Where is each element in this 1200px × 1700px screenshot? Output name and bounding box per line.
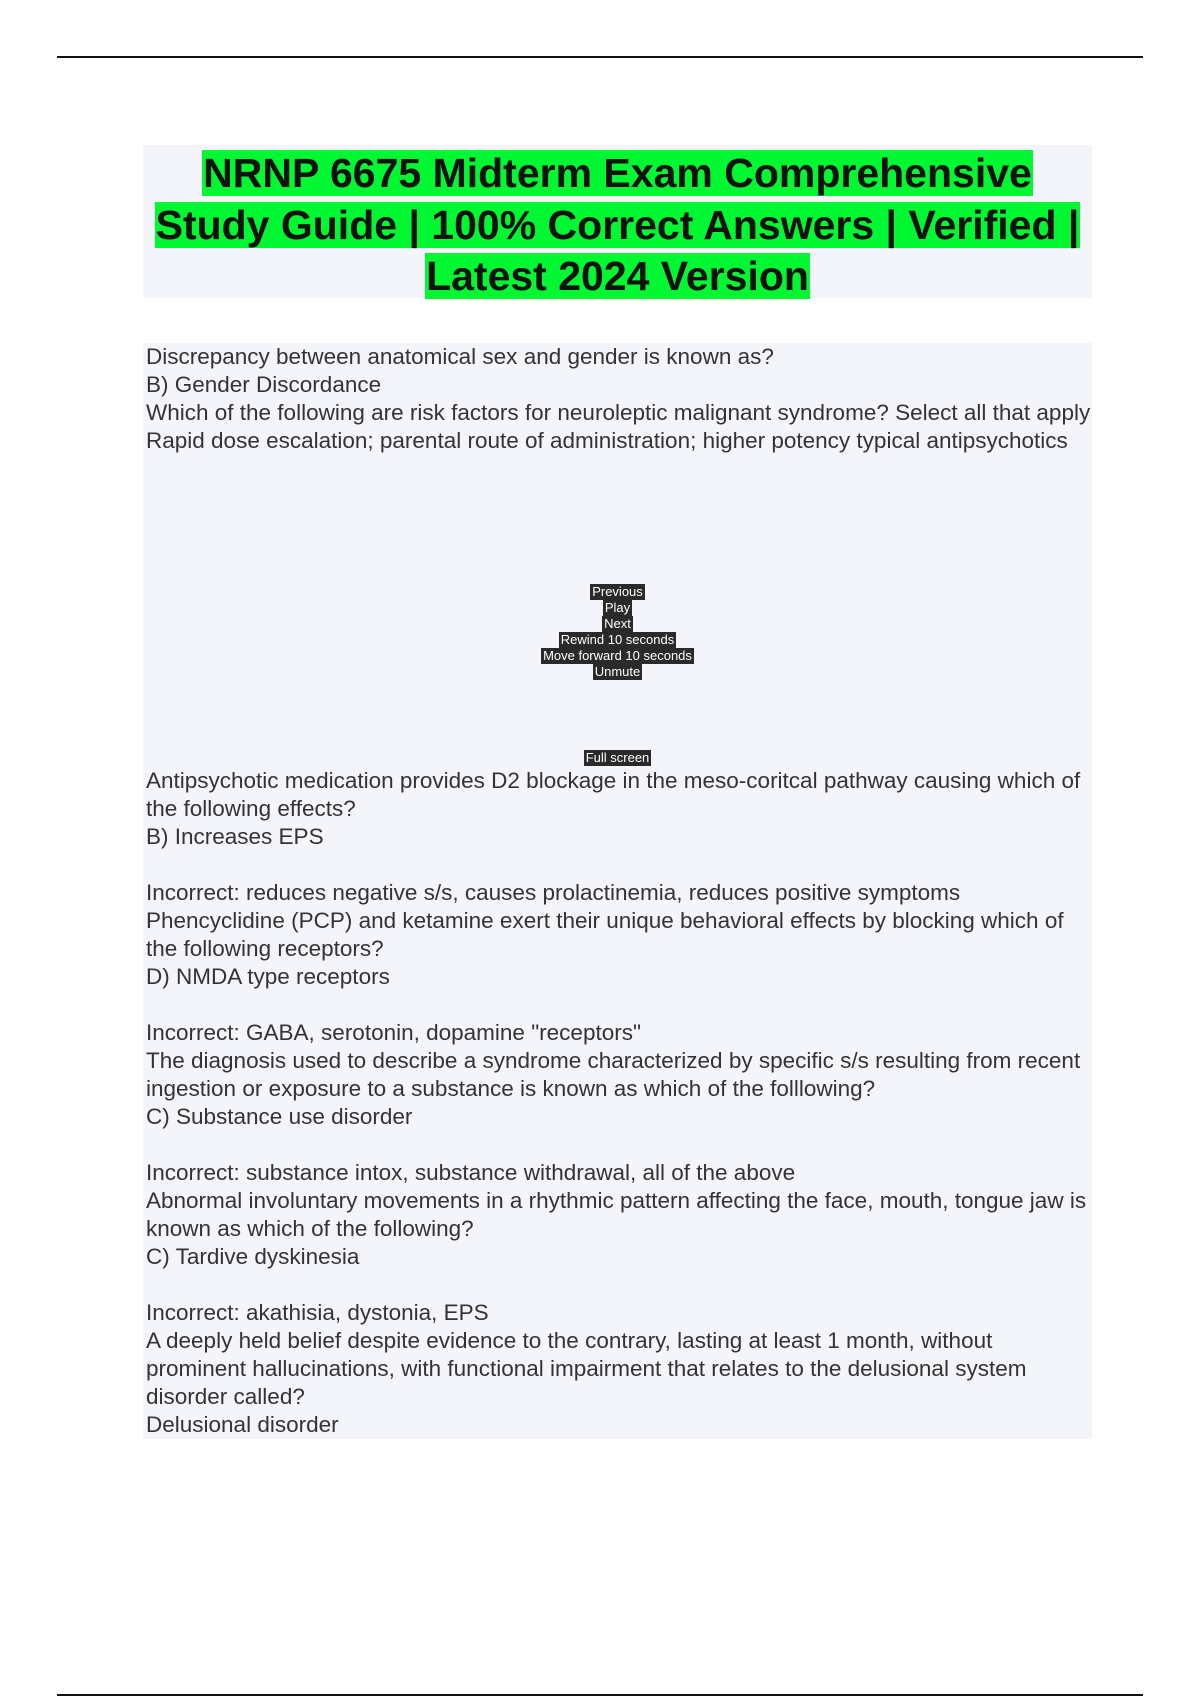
qa-line: A deeply held belief despite evidence to the contrary, lasting at least 1 month, without prominent hallucinations, with functional impairment that relates to the delusional system disorder called? [146, 1328, 1033, 1409]
qa-line: Which of the following are risk factors for neuroleptic malignant syndrome? Select all that apply [146, 400, 1091, 425]
qa-line: Rapid dose escalation; parental route of administration; higher potency typical antipsychotics [146, 428, 1068, 453]
play-button[interactable]: Play [604, 600, 631, 615]
fullscreen-button[interactable]: Full screen [585, 750, 650, 765]
forward-button[interactable]: Move forward 10 seconds [543, 648, 692, 663]
qa-spacer [146, 1131, 1091, 1159]
qa-line: C) Tardive dyskinesia [146, 1244, 360, 1269]
qa-line: Incorrect: substance intox, substance withdrawal, all of the above [146, 1160, 796, 1185]
qa-line: Phencyclidine (PCP) and ketamine exert their unique behavioral effects by blocking which of the following receptors? [146, 908, 1070, 961]
title-highlight: NRNP 6675 Midterm Exam Comprehensive Study Guide | 100% Correct Answers | Verified | Latest 2024 Version [155, 150, 1080, 299]
unmute-button[interactable]: Unmute [594, 664, 641, 679]
qa-line: B) Gender Discordance [146, 372, 382, 397]
qa-spacer [146, 1271, 1091, 1299]
qa-line: Antipsychotic medication provides D2 blockage in the meso-coritcal pathway causing which of the following effects? [146, 768, 1087, 821]
next-button[interactable]: Next [604, 616, 631, 631]
qa-spacer [146, 991, 1091, 1019]
qa-block-2 [146, 767, 1091, 1439]
qa-line: Incorrect: akathisia, dystonia, EPS [146, 1300, 489, 1325]
content-box [143, 343, 1092, 1439]
top-rule [57, 56, 1143, 58]
qa-line: D) NMDA type receptors [146, 964, 390, 989]
title-box [143, 145, 1092, 298]
rewind-button[interactable]: Rewind 10 seconds [560, 632, 675, 647]
player-controls [143, 584, 1092, 680]
qa-line: Abnormal involuntary movements in a rhythmic pattern affecting the face, mouth, tongue jaw is known as which of the following? [146, 1188, 1093, 1241]
qa-spacer [146, 851, 1091, 879]
qa-line: Incorrect: reduces negative s/s, causes prolactinemia, reduces positive symptoms [146, 880, 961, 905]
fullscreen-wrap [143, 749, 1092, 767]
previous-button[interactable]: Previous [592, 584, 643, 599]
qa-line: Delusional disorder [146, 1412, 339, 1437]
qa-line: Incorrect: GABA, serotonin, dopamine "receptors" [146, 1020, 641, 1045]
qa-line: C) Substance use disorder [146, 1104, 413, 1129]
qa-line: Discrepancy between anatomical sex and gender is known as? [146, 344, 774, 369]
qa-block-1 [146, 343, 1091, 455]
qa-line: B) Increases EPS [146, 824, 324, 849]
qa-line: The diagnosis used to describe a syndrome characterized by specific s/s resulting from recent ingestion or exposure to a substance is known as which of the folllowing? [146, 1048, 1087, 1101]
embedded-video-player [143, 520, 1092, 765]
document-title [143, 145, 1092, 303]
bottom-rule [57, 1694, 1143, 1696]
